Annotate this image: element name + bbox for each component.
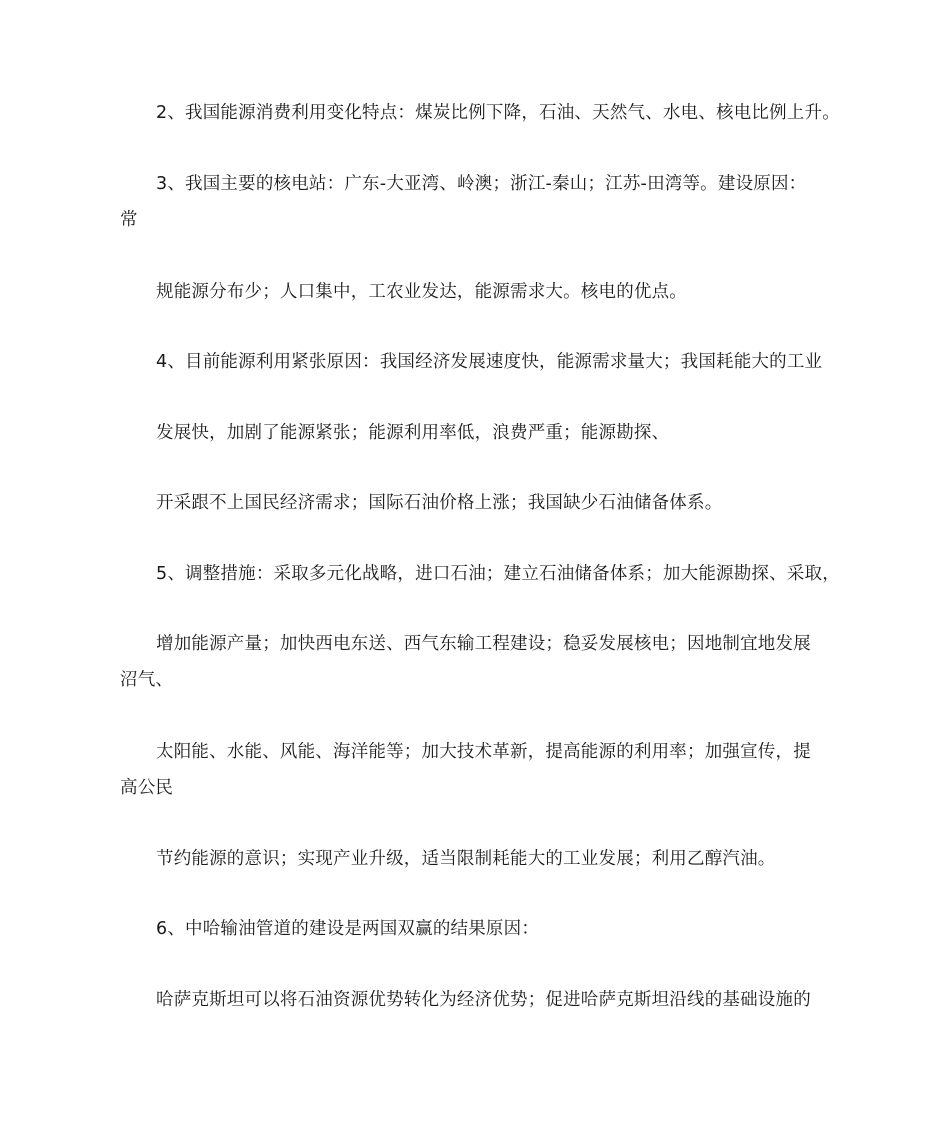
paragraph-line-nuclear-stations: 3、我国主要的核电站：广东-大亚湾、岭澳；浙江-秦山；江苏-田湾等。建设原因：: [156, 174, 807, 194]
paragraph-line-measures: 5、调整措施：采取多元化战略，进口石油；建立石油储备体系；加大能源勘探、采取，: [156, 564, 840, 584]
paragraph-line-measures-cont: 增加能源产量；加快西电东送、西气东输工程建设；稳妥发展核电；因地制宜地发展: [156, 634, 811, 654]
paragraph-line-nuclear-reasons: 规能源分布少；人口集中，工农业发达，能源需求大。核电的优点。: [156, 282, 687, 302]
paragraph-line-pipeline-heading: 6、中哈输油管道的建设是两国双赢的结果原因：: [156, 919, 540, 939]
paragraph-line-wrap-fragment: 常: [120, 210, 138, 230]
paragraph-line-wrap-fragment: 沼气、: [120, 670, 174, 690]
paragraph-line-wrap-fragment: 高公民: [120, 778, 174, 798]
paragraph-line-energy-shortage-cont: 发展快，加剧了能源紧张；能源利用率低，浪费严重；能源勘探、: [156, 423, 670, 443]
paragraph-line-energy-shortage: 4、目前能源利用紧张原因：我国经济发展速度快，能源需求量大；我国耗能大的工业: [156, 352, 823, 372]
paragraph-line-measures-cont2: 太阳能、水能、风能、海洋能等；加大技术革新，提高能源的利用率；加强宣传，提: [156, 742, 811, 762]
paragraph-line-energy-shortage-cont2: 开采跟不上国民经济需求；国际石油价格上涨；我国缺少石油储备体系。: [156, 493, 723, 513]
paragraph-line-pipeline-reasons: 哈萨克斯坦可以将石油资源优势转化为经济优势；促进哈萨克斯坦沿线的基础设施的: [156, 990, 811, 1010]
paragraph-line-measures-cont3: 节约能源的意识；实现产业升级，适当限制耗能大的工业发展；利用乙醇汽油。: [156, 849, 776, 869]
paragraph-line-energy-consumption-trend: 2、我国能源消费利用变化特点：煤炭比例下降，石油、天然气、水电、核电比例上升。: [156, 103, 840, 123]
